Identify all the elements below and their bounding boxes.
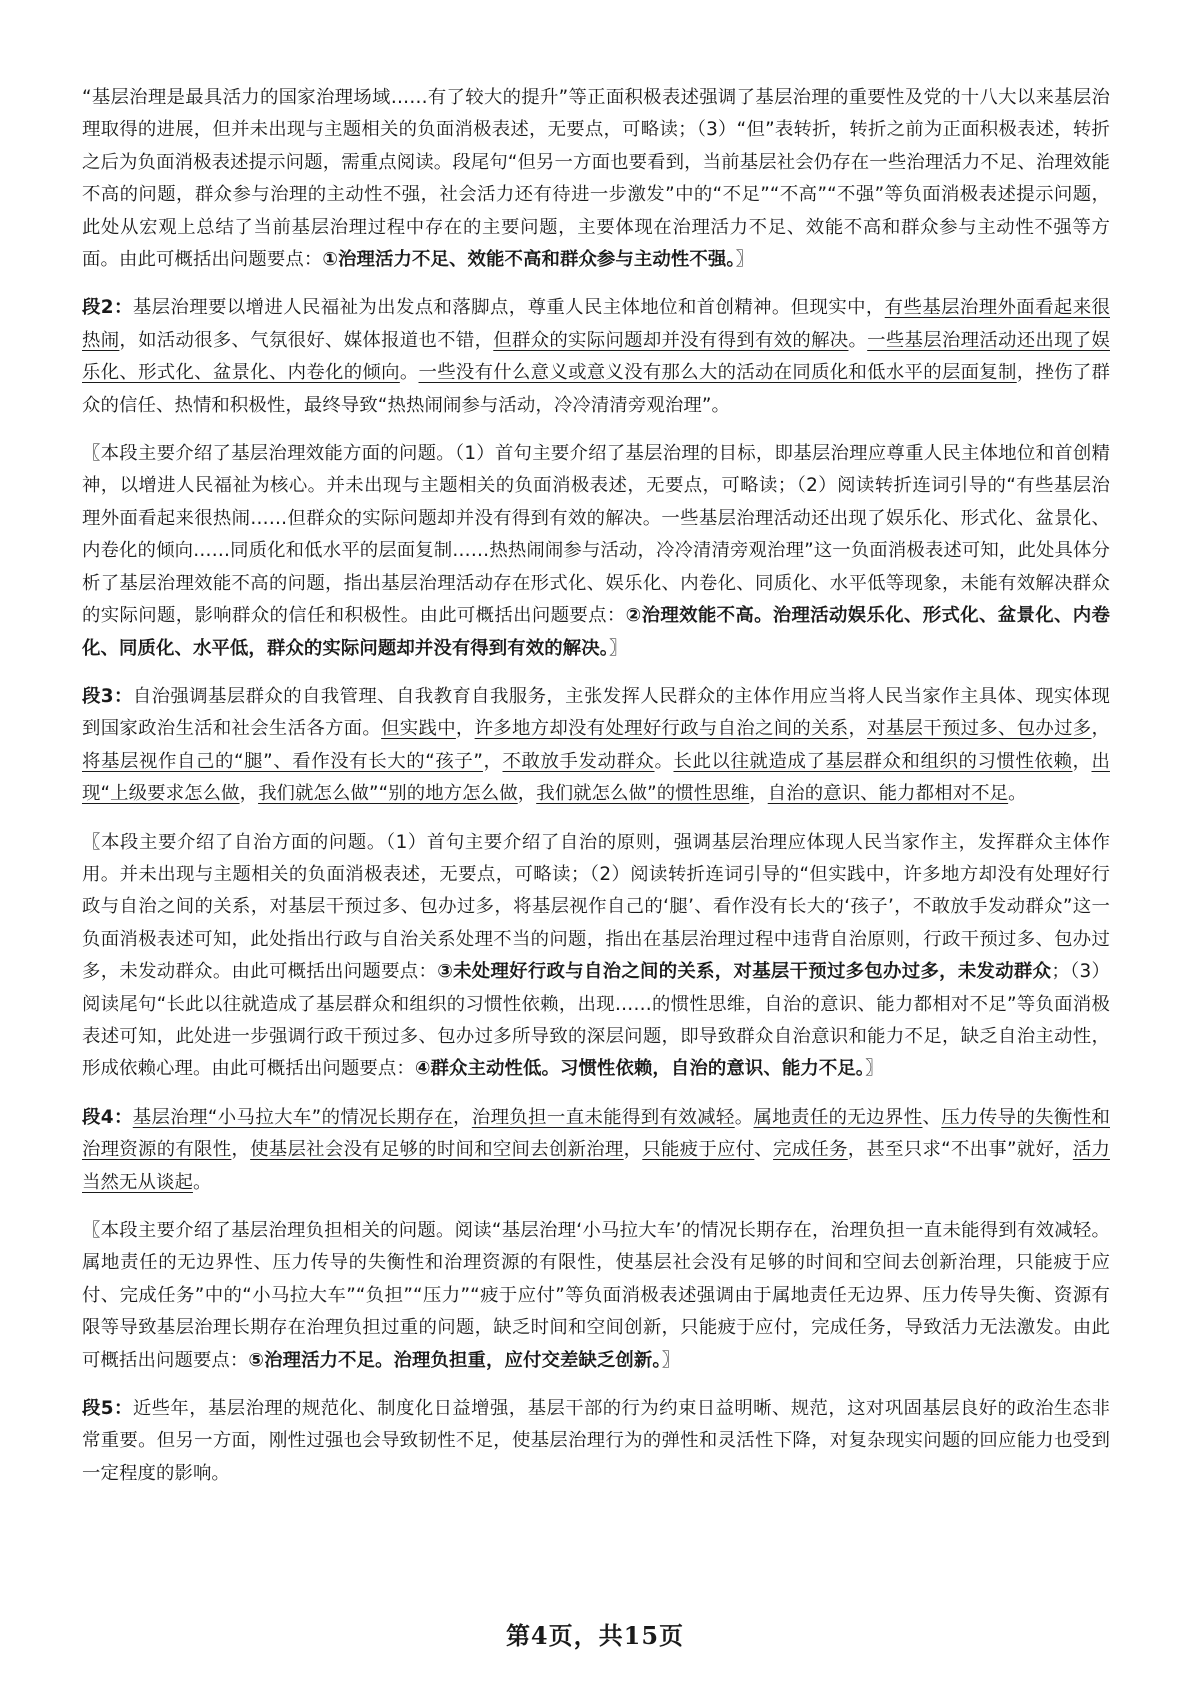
paragraph-text: ， — [455, 718, 475, 740]
underlined-text: 一些基层治理活动还出现了娱乐化、形式化、盆景化、内卷化的倾向 — [82, 329, 1110, 384]
underlined-text: 基层治理“小马拉大车”的情况长期存在 — [132, 1106, 454, 1128]
paragraph-text: 。 — [654, 750, 674, 772]
source-paragraph-2 — [82, 292, 1110, 422]
paragraph-text: ， — [1091, 718, 1110, 740]
underlined-text: 不敢放手发动群众 — [502, 750, 655, 772]
analysis-text: 〖本段主要介绍了基层治理负担相关的问题。阅读“基层治理‘小马拉大车’的情况长期存在，治理负担一直未能得到有效减轻。属地责任的无边界性、压力传导的失衡性和治理资源的有限性，使基层社会没有足够的时间和空间去创新治理，只能疲于应付、完成任务”中的“小马拉大车”“负担”“压力”“疲于应付”等负面消极表述强调由于属地责任无边界、压力传导失衡、资源有限等导致基层治理长期存在治理负担过重的问题，缺乏时间和空间创新，只能疲于应付，完成任务，导致活力无法激发。由此可概括出问题要点： — [82, 1220, 1110, 1371]
underlined-text: 使基层社会没有足够的时间和空间去创新治理 — [250, 1139, 624, 1161]
key-point-1: ①治理活力不足、效能不高和群众参与主动性不强。 — [322, 249, 736, 271]
paragraph-text: 、 — [922, 1106, 942, 1128]
paragraph-text: ， — [239, 783, 259, 805]
paragraph-text: 、 — [754, 1139, 774, 1161]
paragraph-text: 。 — [848, 329, 868, 351]
underlined-text: 完成任务 — [773, 1139, 848, 1161]
underlined-text: 有些基层治理外面看起来很热闹 — [82, 297, 1110, 351]
paragraph-label: 段2： — [82, 297, 133, 319]
underlined-text: 对基层干预过多、包办过多 — [867, 718, 1092, 740]
paragraph-text: 。 — [192, 1171, 212, 1193]
underlined-text: 我们就怎么做”“别的地方怎么做 — [258, 783, 518, 805]
paragraph-text: 。 — [399, 362, 419, 384]
analysis-text: “基层治理是最具活力的国家治理场域……有了较大的提升”等正面积极表述强调了基层治理的重要性及党的十八大以来基层治理取得的进展，但并未出现与主题相关的负面消极表述，无要点，可略读；（3）“但”表转折，转折之前为正面积极表述，转折之后为负面消极表述提示问题，需重点阅读。段尾句“但另一方面也要看到，当前基层社会仍存在一些治理活力不足、治理效能不高的问题，群众参与治理的主动性不强，社会活力还有待进一步激发”中的“不足”“不高”“不强”等负面消极表述提示问题，此处从宏观上总结了当前基层治理过程中存在的主要问题，主要体现在治理活力不足、效能不高和群众参与主动性不强等方面。由此可概括出问题要点： — [82, 87, 1110, 271]
analysis-paragraph-2 — [82, 438, 1110, 665]
paragraph-text: ，如活动很多、气氛很好、媒体报道也不错， — [119, 329, 494, 351]
paragraph-text: 近些年，基层治理的规范化、制度化日益增强，基层干部的行为约束日益明晰、规范，这对巩固基层良好的政治生态非常重要。但另一方面，刚性过强也会导致韧性不足，使基层治理行为的弹性和灵活性下降，对复杂现实问题的回应能力也受到一定程度的影响。 — [82, 1398, 1110, 1484]
paragraph-text: ， — [453, 1106, 472, 1128]
page-number: 第4页，共15页 — [505, 1621, 685, 1650]
paragraph-text: ， — [231, 1139, 251, 1161]
document-body — [82, 82, 1110, 1506]
paragraph-text: 。 — [1008, 783, 1027, 805]
underlined-text: 只能疲于应付 — [642, 1139, 755, 1161]
underlined-text: 治理负担一直未能得到有效减轻 — [471, 1106, 735, 1128]
underlined-text: 压力传导的失衡性和治理资源的有限性 — [82, 1106, 1110, 1161]
underlined-text: 一些没有什么意义或意义没有那么大的活动在同质化和低水平的层面复制 — [418, 362, 1017, 384]
analysis-text: 〗 — [735, 249, 755, 271]
paragraph-text: 。 — [734, 1106, 754, 1128]
paragraph-label: 段5： — [82, 1398, 133, 1420]
underlined-text: 长此以往就造成了基层群众和组织的习惯性依赖 — [673, 750, 1073, 772]
key-point-2: ②治理效能不高。治理活动娱乐化、形式化、盆景化、内卷化、同质化、水平低，群众的实际问题却并没有得到有效的解决。 — [82, 605, 1110, 659]
underlined-text: 但群众的实际问题却并没有得到有效的解决 — [493, 329, 849, 351]
paragraph-text: 基层治理要以增进人民福祉为出发点和落脚点，尊重人民主体地位和首创精神。但现实中， — [132, 297, 885, 319]
analysis-paragraph-3 — [82, 827, 1110, 1086]
paragraph-text: ，挫伤了群众的信任、热情和积极性，最终导致“热热闹闹参与活动，冷冷清清旁观治理”。 — [82, 362, 1111, 416]
analysis-text: ；（3）阅读尾句“长此以往就造成了基层群众和组织的习惯性依赖，出现……的惯性思维，自治的意识、能力都相对不足”等负面消极表述可知，此处进一步强调行政干预过多、包办过多所导致的深层问题，即导致群众自治意识和能力不足，缺乏自治主动性，形成依赖心理。由此可概括出问题要点： — [82, 961, 1110, 1080]
analysis-paragraph-1-continued — [82, 82, 1110, 276]
underlined-text: 但实践中 — [381, 718, 456, 740]
underlined-text: 属地责任的无边界性 — [753, 1106, 923, 1128]
analysis-text: 〗 — [865, 1058, 884, 1080]
paragraph-text: ， — [1072, 750, 1092, 772]
analysis-text: 〖本段主要介绍了自治方面的问题。（1）首句主要介绍了自治的原则，强调基层治理应体现人民当家作主，发挥群众主体作用。并未出现与主题相关的负面消极表述，无要点，可略读；（2）阅读转折连词引导的“但实践中，许多地方却没有处理好行政与自治之间的关系，对基层干预过多、包办过多，将基层视作自己的‘腿’、看作没有长大的‘孩子’，不敢放手发动群众”这一负面消极表述可知，此处指出行政与自治关系处理不当的问题，指出在基层治理过程中违背自治原则，行政干预过多、包办过多，未发动群众。由此可概括出问题要点： — [82, 831, 1110, 983]
analysis-text: 〖本段主要介绍了基层治理效能方面的问题。（1）首句主要介绍了基层治理的目标，即基层治理应尊重人民主体地位和首创精神，以增进人民福祉为核心。并未出现与主题相关的负面消极表述，无要点，可略读；（2）阅读转折连词引导的“有些基层治理外面看起来很热闹……但群众的实际问题却并没有得到有效的解决。一些基层治理活动还出现了娱乐化、形式化、盆景化、内卷化的倾向……同质化和低水平的层面复制……热热闹闹参与活动，冷冷清清旁观治理”这一负面消极表述可知，此处具体分析了基层治理效能不高的问题，指出基层治理活动存在形式化、娱乐化、内卷化、同质化、水平低等现象，未能有效解决群众的实际问题，影响群众的信任和积极性。由此可概括出问题要点： — [82, 443, 1110, 627]
key-point-3: ③未处理好行政与自治之间的关系，对基层干预过多包办过多，未发动群众 — [437, 961, 1052, 983]
analysis-text: 〗 — [661, 1349, 681, 1371]
underlined-text: 我们就怎么做”的惯性思维 — [536, 783, 750, 805]
key-point-5: ⑤治理活力不足。治理负担重，应付交差缺乏创新。 — [248, 1349, 662, 1371]
paragraph-text: ， — [848, 718, 868, 740]
paragraph-text: ， — [517, 783, 537, 805]
analysis-paragraph-4 — [82, 1215, 1110, 1377]
paragraph-text: 自治强调基层群众的自我管理、自我教育自我服务，主张发挥人民群众的主体作用应当将人民当家作主具体、现实体现到国家政治生活和社会生活各方面。 — [82, 685, 1110, 740]
source-paragraph-5 — [82, 1393, 1110, 1490]
underlined-text: 自治的意识、能力都相对不足 — [767, 783, 1009, 805]
underlined-text: 活力当然无从谈起 — [82, 1139, 1110, 1193]
analysis-text: 〗 — [609, 637, 628, 659]
paragraph-text: ， — [623, 1139, 643, 1161]
paragraph-text: ， — [483, 750, 503, 772]
paragraph-label: 段3： — [82, 685, 133, 707]
paragraph-label: 段4： — [82, 1106, 133, 1128]
key-point-4: ④群众主动性低。习惯性依赖，自治的意识、能力不足。 — [414, 1058, 866, 1080]
underlined-text: 将基层视作自己的“腿”、看作没有长大的“孩子” — [82, 750, 483, 772]
underlined-text: 许多地方却没有处理好行政与自治之间的关系 — [474, 718, 849, 740]
source-paragraph-4 — [82, 1102, 1110, 1199]
paragraph-text: ，甚至只求“不出事”就好， — [847, 1139, 1073, 1161]
source-paragraph-3 — [82, 681, 1110, 811]
paragraph-text: ， — [749, 783, 768, 805]
underlined-text: 出现“上级要求怎么做 — [82, 750, 1110, 805]
